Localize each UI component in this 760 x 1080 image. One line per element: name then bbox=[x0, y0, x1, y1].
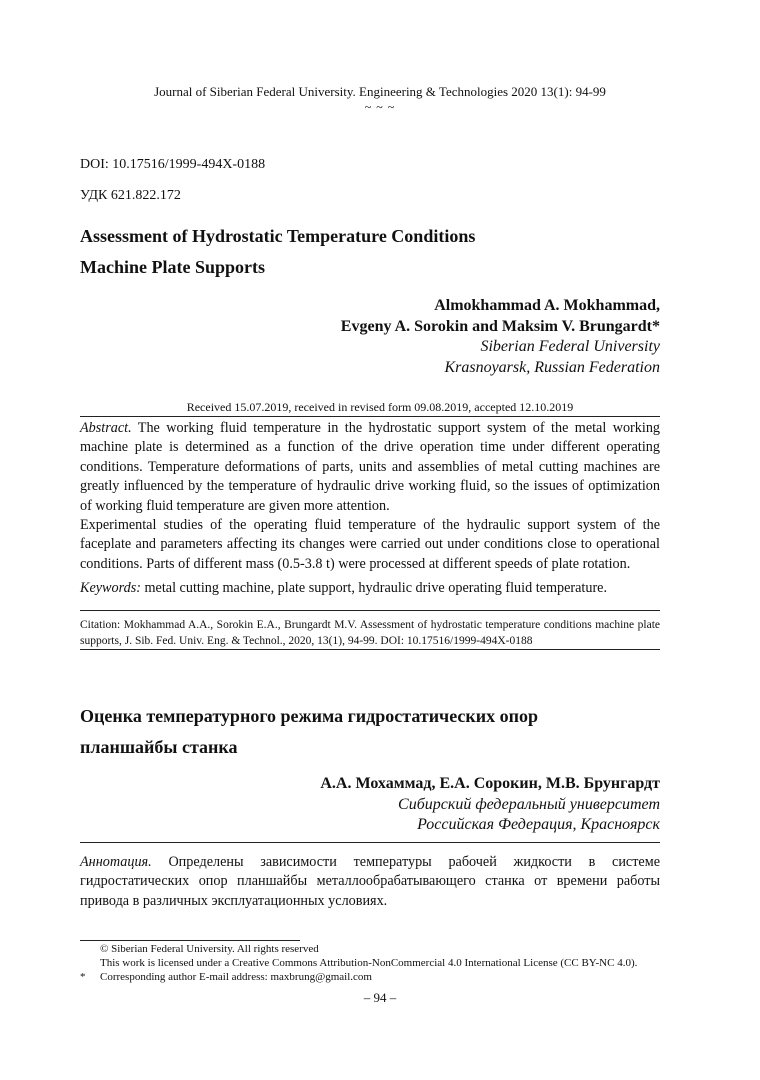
footnote-rule bbox=[80, 940, 300, 941]
authors-line-1: Almokhammad A. Mokhammad, bbox=[434, 297, 660, 314]
doi: DOI: 10.17516/1999-494X-0188 bbox=[80, 157, 266, 172]
ru-annotation bbox=[80, 853, 660, 911]
journal-header: Journal of Siberian Federal University. Engineering & Technologies 2020 13(1): 94-99 bbox=[154, 84, 606, 99]
affiliation-1: Siberian Federal University bbox=[480, 338, 660, 355]
ru-affiliation-1: Сибирский федеральный университет bbox=[398, 795, 660, 813]
ru-annotation-text: Определены зависимости температуры рабочей жидкости в системе гидростатических опор планшайбы металлообрабатывающего станка от времени работы привода в различных эксплуатационных условиях. bbox=[80, 854, 661, 909]
keywords bbox=[80, 579, 660, 598]
abstract-paragraph-1 bbox=[80, 419, 660, 516]
ru-affiliation-2: Российская Федерация, Красноярск bbox=[417, 816, 660, 833]
header-ornament: ~ ~ ~ bbox=[364, 100, 396, 114]
ru-title-line-1: Оценка температурного режима гидростатических опор bbox=[80, 706, 539, 726]
abstract-top-rule bbox=[80, 416, 660, 417]
affiliation-2: Krasnoyarsk, Russian Federation bbox=[444, 358, 660, 376]
footnote-copyright: © Siberian Federal University. All rights reserved bbox=[100, 943, 319, 955]
ru-title bbox=[80, 701, 538, 763]
ru-title-line-2: планшайбы станка bbox=[80, 737, 238, 757]
abstract-paragraph-2: Experimental studies of the operating fluid temperature of the hydraulic support system of the faceplate and parameters affecting its changes were carried out under conditions close to operational conditions. Parts of different mass (0.5-3.8 t) were processed at different speeds of plate rotation. bbox=[80, 517, 660, 572]
ru-authors-block bbox=[320, 774, 660, 836]
abstract bbox=[80, 419, 660, 599]
keywords-text: metal cutting machine, plate support, hydraulic drive operating fluid temperature. bbox=[144, 580, 608, 597]
page-number: – 94 – bbox=[363, 990, 397, 1005]
citation-bottom-rule bbox=[80, 649, 660, 650]
ru-annotation-label: Аннотация. bbox=[80, 854, 152, 870]
citation: Citation: Mokhammad A.A., Sorokin E.A., Brungardt M.V. Assessment of hydrostatic temperature conditions machine plate supports, J. Sib. Fed. Univ. Eng. & Technol., 2020, 13(1), 94-99. DOI: 10.17516/1999-494X-0188 bbox=[80, 619, 660, 647]
article-title bbox=[80, 221, 475, 283]
footnote-license: This work is licensed under a Creative Commons Attribution-NonCommercial 4.0 International License (CC BY-NC 4.0). bbox=[100, 957, 638, 969]
received-dates: Received 15.07.2019, received in revised form 09.08.2019, accepted 12.10.2019 bbox=[186, 400, 574, 414]
citation-top-rule bbox=[80, 610, 660, 611]
title-line-2: Machine Plate Supports bbox=[80, 257, 266, 277]
footnote-star: * bbox=[80, 971, 86, 983]
ru-authors: А.А. Мохаммад, Е.А. Сорокин, М.В. Брунгардт bbox=[320, 775, 660, 792]
abstract-text-1: The working fluid temperature in the hydrostatic support system of the metal working machine plate is determined as a function of the drive operation time under different operating conditions. Temperature deformations of parts, units and assemblies of metal cutting machines are greatly influenced by the temperature of hydraulic drive working fluid, so the issues of optimization of working fluid temperature are given more attention. bbox=[80, 420, 661, 514]
ru-annotation-rule bbox=[80, 842, 660, 843]
authors-line-2: Evgeny A. Sorokin and Maksim V. Brungardt* bbox=[340, 317, 660, 335]
abstract-label: Abstract. bbox=[80, 420, 132, 436]
authors-block bbox=[341, 296, 660, 378]
udk: УДК 621.822.172 bbox=[80, 188, 181, 203]
footnote-corresponding: * Corresponding author E-mail address: maxbrung@gmail.com bbox=[80, 971, 372, 983]
keywords-label: Keywords: bbox=[80, 580, 141, 597]
title-line-1: Assessment of Hydrostatic Temperature Conditions bbox=[80, 226, 476, 246]
